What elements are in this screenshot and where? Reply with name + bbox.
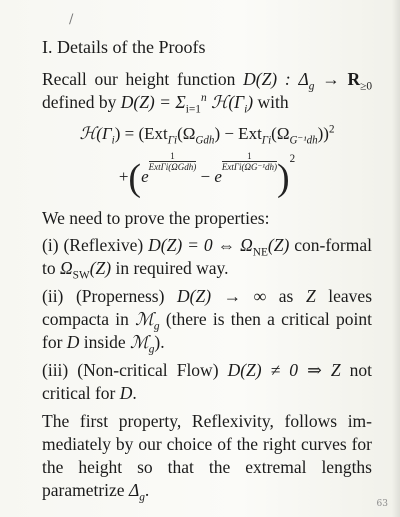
property-reflexive bbox=[42, 234, 372, 280]
formula-h-definition bbox=[42, 122, 372, 145]
formula1-eq: ) = (Ext bbox=[114, 124, 168, 143]
property-3-label: (iii) (Non-critical Flow) bbox=[42, 360, 228, 380]
formula2-minus: − bbox=[196, 167, 215, 186]
property-1-text2: in required way. bbox=[111, 258, 229, 278]
formula1-part2: (Ω bbox=[271, 124, 290, 143]
intro-expr-b3: ) bbox=[247, 92, 254, 112]
intro-arrow: → bbox=[314, 69, 348, 89]
intro-text-c: with bbox=[253, 92, 289, 112]
property-3-math: D(Z) ≠ 0 ⇒ Z bbox=[227, 360, 341, 380]
property-3-math2: D bbox=[119, 383, 133, 403]
intro-expr-a-sub: g bbox=[308, 80, 315, 93]
property-1-text: con-formal to bbox=[42, 235, 373, 278]
property-2-text: as bbox=[266, 286, 306, 306]
intro-sum-sub: i=1 bbox=[185, 103, 201, 116]
need-to-prove: We need to prove the properties: bbox=[42, 208, 270, 228]
property-2-text5: ). bbox=[154, 332, 165, 352]
closing-math-sub: g bbox=[139, 491, 145, 504]
page-edge-shadow bbox=[392, 0, 400, 517]
property-1-math3: Ω bbox=[60, 258, 73, 278]
formula2-power: 2 bbox=[289, 153, 296, 165]
property-2-text2: leaves compacta in bbox=[42, 286, 373, 329]
formula2-exponent-2 bbox=[222, 151, 277, 173]
formula1-power: 2 bbox=[328, 123, 335, 136]
property-1-math-sub: NE bbox=[252, 246, 268, 259]
formula1-ext-sub2: Γi bbox=[261, 134, 272, 147]
intro-text-a: Recall our height function bbox=[42, 69, 244, 89]
property-2-text4: inside bbox=[79, 332, 130, 352]
property-2-math5: ℳ bbox=[129, 332, 149, 352]
intro-reals-sub: ≥0 bbox=[360, 80, 373, 93]
formula2-plus: + bbox=[118, 167, 129, 186]
formula1-omega1-sub: Gdh bbox=[195, 134, 215, 147]
formula1-mid: ) − Ext bbox=[214, 124, 262, 143]
property-1-math3-sub: SW bbox=[72, 269, 90, 282]
property-3-text: not critical for bbox=[42, 360, 372, 403]
formula-exponential-term bbox=[42, 151, 372, 200]
intro-expr-a: D(Z) : Δ bbox=[243, 69, 309, 89]
intro-reals: R bbox=[347, 69, 361, 89]
formula2-num1: 1 bbox=[149, 151, 197, 162]
property-non-critical-flow bbox=[42, 359, 372, 405]
intro-expr-b: D(Z) = Σ bbox=[120, 92, 186, 112]
intro-expr-b2-sub: i bbox=[244, 103, 248, 116]
formula2-num2: 1 bbox=[222, 151, 277, 162]
page-number: 63 bbox=[376, 499, 388, 509]
document-content bbox=[42, 36, 372, 506]
closing-paragraph bbox=[42, 410, 372, 502]
formula2-open-paren: ( bbox=[128, 157, 142, 200]
formula1-part1: (Ω bbox=[177, 124, 196, 143]
property-2-label: (ii) (Properness) bbox=[42, 286, 178, 306]
formula1-ext-sub: Γi bbox=[167, 134, 178, 147]
formula2-close-paren: ) bbox=[276, 157, 290, 200]
formula2-exponent-1 bbox=[149, 151, 197, 173]
property-1-math: D(Z) = 0 ⇔ Ω bbox=[148, 235, 253, 255]
property-2-math3-sub: g bbox=[153, 320, 160, 333]
property-2-math: D(Z) → ∞ bbox=[177, 286, 267, 306]
intro-text-b: defined by bbox=[42, 92, 121, 112]
property-2-math2: Z bbox=[305, 286, 316, 306]
closing-end: . bbox=[144, 480, 150, 500]
property-3-text2: . bbox=[132, 383, 137, 403]
property-2-math5-sub: g bbox=[148, 343, 155, 356]
property-properness bbox=[42, 285, 372, 354]
intro-sum-sup: n bbox=[200, 92, 207, 105]
formula1-lhs: ℋ(Γ bbox=[79, 124, 112, 143]
formula2-den1: ExtΓi(ΩGdh) bbox=[148, 162, 197, 172]
formula2-den2: ExtΓi(ΩG⁻¹dh) bbox=[221, 162, 277, 172]
intro-paragraph bbox=[42, 68, 372, 114]
margin-mark: / bbox=[69, 12, 74, 27]
intro-expr-b2: ℋ(Γ bbox=[206, 92, 245, 112]
formula1-omega2-sub: G⁻¹dh bbox=[289, 134, 318, 147]
property-2-math3: ℳ bbox=[135, 309, 154, 329]
formula1-end: )) bbox=[317, 124, 329, 143]
property-2-text3: (there is then a critical point for bbox=[42, 309, 372, 352]
formula1-lhs-sub: i bbox=[111, 134, 115, 147]
formula2-e2: e bbox=[214, 167, 222, 186]
closing-text: The first property, Reflexivity, follows im-mediately by our choice of the right curves for the height so that the extremal lengths parametrize bbox=[42, 411, 372, 500]
closing-math: Δ bbox=[128, 480, 140, 500]
property-1-math4: (Z) bbox=[89, 258, 112, 278]
property-1-label: (i) (Reflexive) bbox=[42, 235, 149, 255]
property-1-math2: (Z) bbox=[267, 235, 290, 255]
property-2-math4: D bbox=[66, 332, 80, 352]
section-title: I. Details of the Proofs bbox=[42, 37, 206, 57]
formula2-e1: e bbox=[141, 167, 149, 186]
